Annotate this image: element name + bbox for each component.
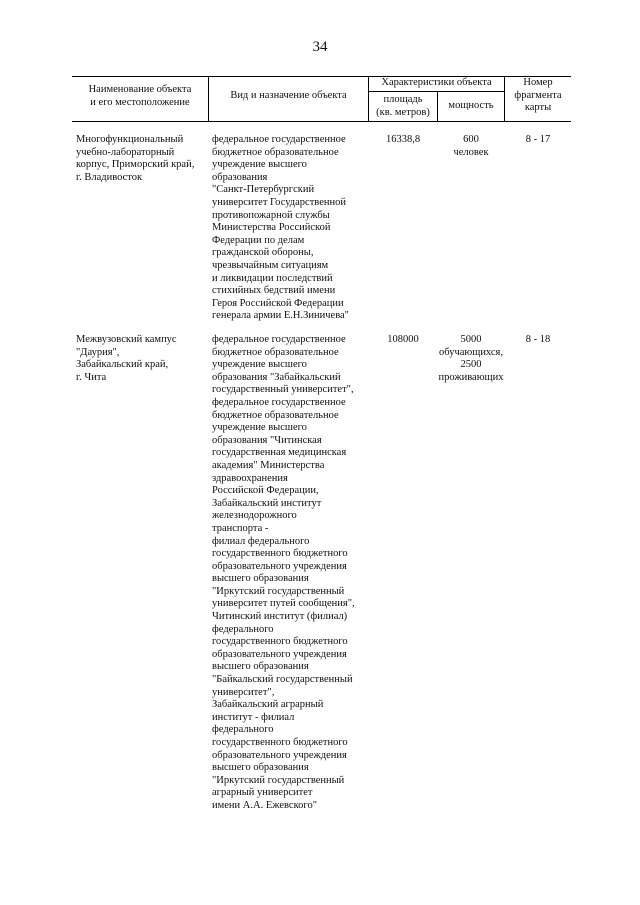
row2-capacity: 5000 обучающихся, 2500 проживающих (438, 334, 504, 383)
characteristics-rule (368, 91, 504, 92)
row1-fragment: 8 - 17 (525, 134, 551, 145)
row1-name: Многофункциональный учебно-лабораторный корпус, Приморский край, г. Владивосток (76, 134, 195, 183)
row1-area: 16338,8 (385, 134, 421, 145)
header-type: Вид и назначение объекта (230, 90, 347, 101)
row1-capacity: 600 человек (453, 134, 489, 158)
row2-name: Межвузовский кампус "Даурия", Забайкальский край, г. Чита (76, 334, 177, 383)
header-bottom-rule (72, 121, 571, 122)
row2-type: федеральное государственное бюджетное образовательное учреждение высшего образования "Забайкальский государственный университет", федеральное государственное бюджетное образовательное учреждение высшего образования "Читинская государственная медицинская академия" Министерства здравоохранения Российской Федерации, Забайкальский институт железнодорожного транспорта - филиал федерального государственного бюджетного образовательного учреждения высшего образования "Иркутский государственный университет путей сообщения", Читинский институт (филиал) федерального государственного бюджетного образовательного учреждения высшего образования "Байкальский государственный университет", Забайкальский аграрный институт - филиал федерального государственного бюджетного образовательного учреждения высшего образования "Иркутский государственный аграрный университет имени А.А. Ежевского" (212, 334, 355, 811)
header-area: площадь (кв. метров) (376, 94, 430, 118)
row2-area: 108000 (387, 334, 419, 345)
header-characteristics: Характеристики объекта (381, 77, 492, 88)
page-number: 34 (312, 39, 328, 55)
row1-type: федеральное государственное бюджетное образовательное учреждение высшего образования "Санкт-Петербургский университет Государственной противопожарной службы Министерства Российской Федерации по делам гражданской обороны, чрезвычайным ситуациям и ликвидации последствий стихийных бедствий имени Героя Российской Федерации генерала армии Е.Н.Зиничева" (212, 134, 349, 322)
row2-fragment: 8 - 18 (525, 334, 551, 345)
header-fragment: Номер фрагмента карты (514, 77, 562, 113)
header-capacity: мощность (448, 100, 494, 111)
header-name: Наименование объекта и его местоположение (88, 84, 192, 108)
